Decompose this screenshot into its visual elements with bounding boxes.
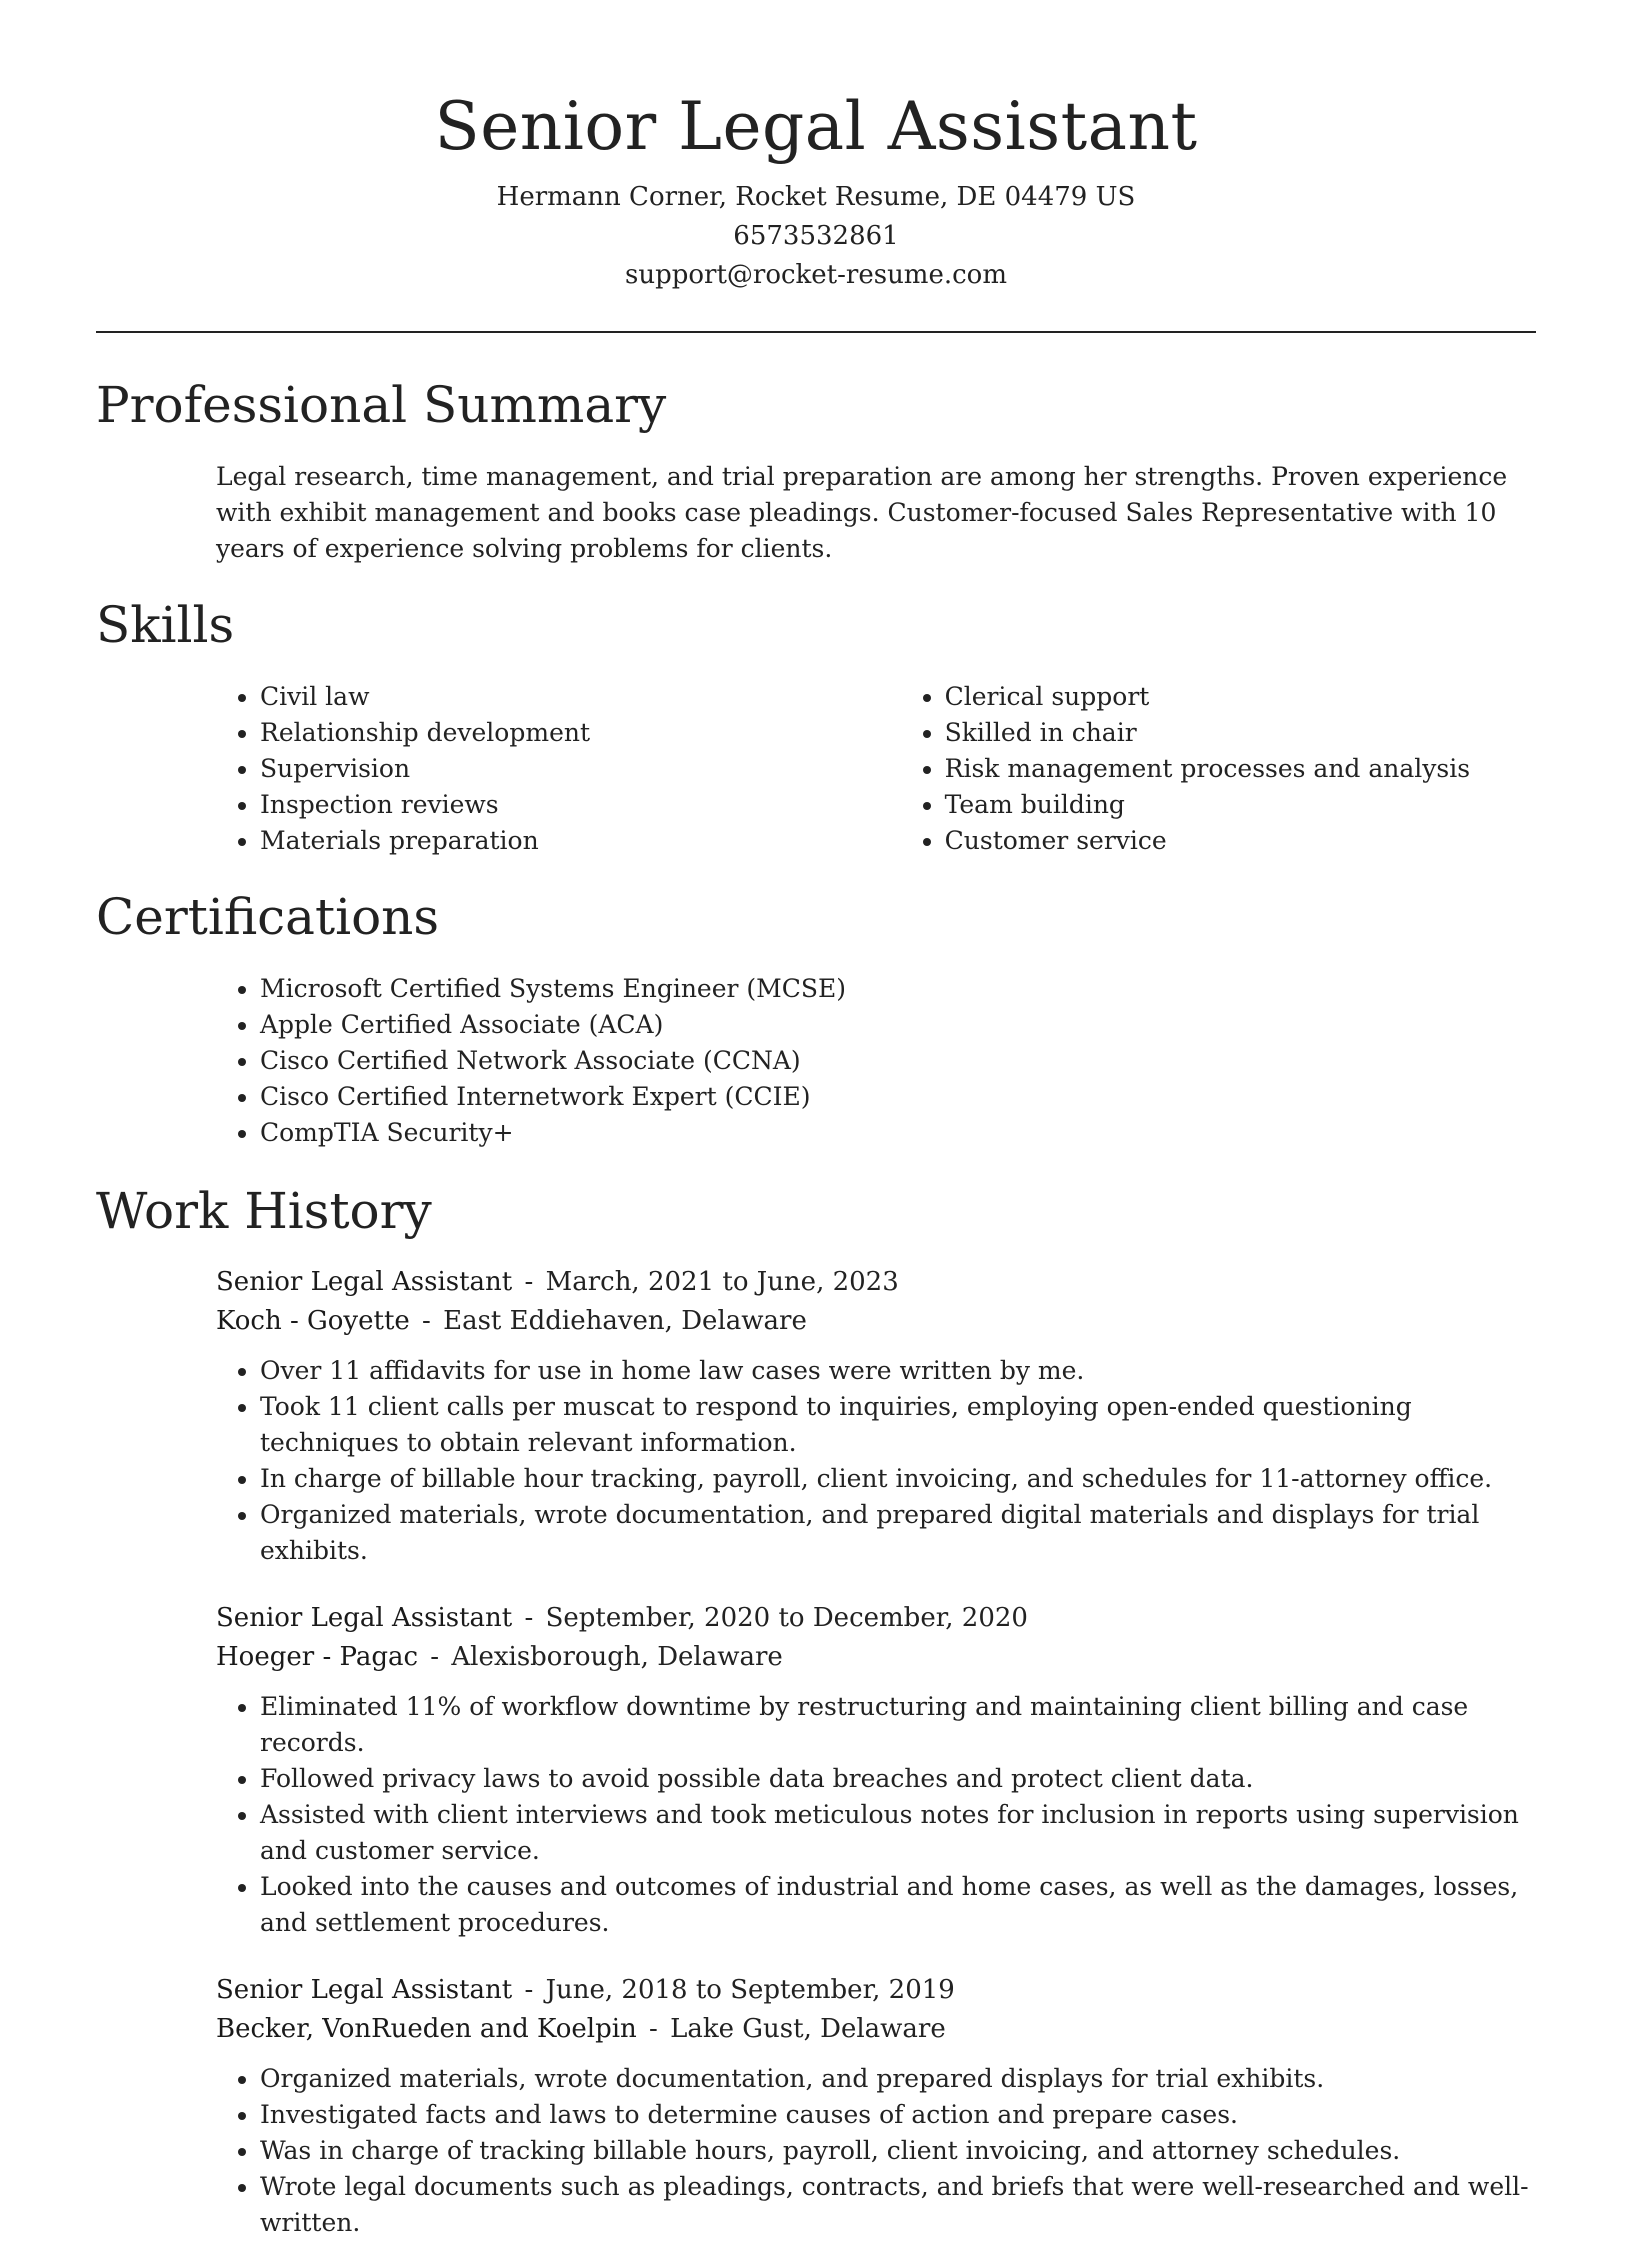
job-entry: [216, 1599, 1536, 1941]
job-bullet: • Looked into the causes and outcomes of industrial and home cases, as well as the damages, losses, and settlement procedures.: [260, 1869, 1536, 1941]
job-separator: -: [524, 1603, 534, 1633]
contact-phone: 6573532861: [733, 221, 899, 251]
job-entry: [216, 1971, 1536, 2241]
resume-page: [96, 0, 1536, 2237]
job-company-line: [216, 1638, 1536, 1677]
skills-column-1: [216, 679, 901, 859]
job-role: Senior Legal Assistant: [216, 1267, 513, 1297]
job-bullet: • Wrote legal documents such as pleadings, contracts, and briefs that were well-researched and well-written.: [260, 2169, 1536, 2241]
job-location: East Eddiehaven, Delaware: [443, 1306, 807, 1336]
job-dates: June, 2018 to September, 2019: [545, 1975, 955, 2005]
certifications-list: [216, 971, 1536, 1151]
job-location: Alexisborough, Delaware: [451, 1642, 783, 1672]
job-title-line: [216, 1599, 1536, 1638]
skills-grid: [216, 679, 1536, 859]
job-entry: [216, 1263, 1536, 1569]
job-company: Koch - Goyette: [216, 1306, 410, 1336]
job-bullets: [216, 1353, 1536, 1569]
skill-item: • Skilled in chair: [945, 715, 1536, 751]
contact-email: support@rocket-resume.com: [624, 260, 1007, 290]
header-divider: [96, 331, 1536, 333]
job-location: Lake Gust, Delaware: [670, 2014, 946, 2044]
job-separator: -: [649, 2014, 658, 2044]
job-bullet: • Over 11 affidavits for use in home law cases were written by me.: [260, 1353, 1536, 1389]
job-bullet: • Eliminated 11% of workflow downtime by restructuring and maintaining client billing and case records.: [260, 1689, 1536, 1761]
job-bullet: • Followed privacy laws to avoid possible data breaches and protect client data.: [260, 1761, 1536, 1797]
resume-header: [96, 0, 1536, 295]
job-company: Hoeger - Pagac: [216, 1642, 419, 1672]
work-history-section: [216, 1263, 1536, 2241]
skill-item: • Relationship development: [260, 715, 901, 751]
skill-item: • Supervision: [260, 751, 901, 787]
job-dates: March, 2021 to June, 2023: [545, 1267, 899, 1297]
job-bullet: • Was in charge of tracking billable hours, payroll, client invoicing, and attorney schedules.: [260, 2133, 1536, 2169]
job-title-line: [216, 1971, 1536, 2010]
skill-item: • Materials preparation: [260, 823, 901, 859]
certification-item: • Apple Certified Associate (ACA): [260, 1007, 1536, 1043]
skills-column-2: [901, 679, 1536, 859]
skill-item: • Risk management processes and analysis: [945, 751, 1536, 787]
job-bullet: • Assisted with client interviews and took meticulous notes for inclusion in reports using supervision and customer service.: [260, 1797, 1536, 1869]
certification-item: • CompTIA Security+: [260, 1115, 1536, 1151]
summary-section: [216, 459, 1536, 567]
skill-item: • Civil law: [260, 679, 901, 715]
job-bullets: [216, 1689, 1536, 1941]
skills-section: [216, 679, 1536, 859]
job-bullet: • Organized materials, wrote documentation, and prepared displays for trial exhibits.: [260, 2061, 1536, 2097]
skill-item: • Customer service: [945, 823, 1536, 859]
job-bullet: • Investigated facts and laws to determine causes of action and prepare cases.: [260, 2097, 1536, 2133]
job-role: Senior Legal Assistant: [216, 1603, 513, 1633]
certification-item: • Cisco Certified Network Associate (CCNA): [260, 1043, 1536, 1079]
certification-item: • Microsoft Certified Systems Engineer (MCSE): [260, 971, 1536, 1007]
certifications-section: [216, 971, 1536, 1151]
contact-block: [96, 178, 1536, 295]
job-separator: -: [524, 1267, 534, 1297]
job-role: Senior Legal Assistant: [216, 1975, 513, 2005]
skill-item: • Clerical support: [945, 679, 1536, 715]
job-separator: -: [430, 1642, 440, 1672]
job-bullets: [216, 2061, 1536, 2241]
job-bullet: • In charge of billable hour tracking, payroll, client invoicing, and schedules for 11-attorney office.: [260, 1461, 1536, 1497]
contact-address: Hermann Corner, Rocket Resume, DE 04479 US: [496, 182, 1136, 212]
section-title-skills: Skills: [96, 596, 235, 654]
job-title-line: [216, 1263, 1536, 1302]
job-separator: -: [422, 1306, 431, 1336]
job-company: Becker, VonRueden and Koelpin: [216, 2014, 637, 2044]
job-company-line: [216, 2010, 1536, 2049]
candidate-name: Senior Legal Assistant: [434, 88, 1198, 165]
section-title-certifications: Certifications: [96, 888, 440, 946]
section-title-work-history: Work History: [96, 1182, 432, 1240]
section-title-summary: Professional Summary: [96, 376, 667, 434]
job-company-line: [216, 1302, 1536, 1341]
job-separator: -: [524, 1975, 534, 2005]
summary-text: Legal research, time management, and trial preparation are among her strengths. Proven experience with exhibit management and books case pleadings. Customer-focused Sales Representative with 10 years of experience solving problems for clients.: [216, 462, 1508, 563]
job-dates: September, 2020 to December, 2020: [545, 1603, 1028, 1633]
skill-item: • Inspection reviews: [260, 787, 901, 823]
certification-item: • Cisco Certified Internetwork Expert (CCIE): [260, 1079, 1536, 1115]
job-bullet: • Took 11 client calls per muscat to respond to inquiries, employing open-ended questioning techniques to obtain relevant information.: [260, 1389, 1536, 1461]
job-bullet: • Organized materials, wrote documentation, and prepared digital materials and displays for trial exhibits.: [260, 1497, 1536, 1569]
skill-item: • Team building: [945, 787, 1536, 823]
